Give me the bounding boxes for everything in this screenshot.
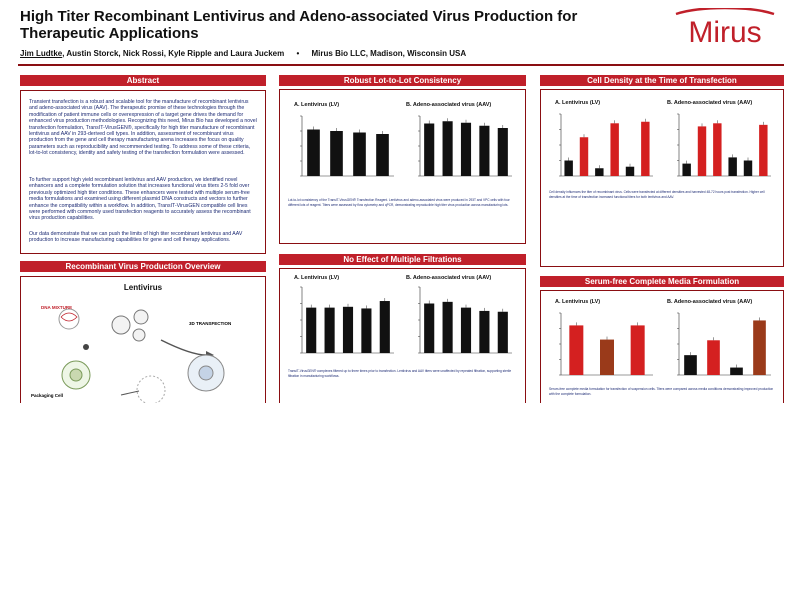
cell-density-panel bbox=[540, 89, 784, 267]
serum-chart-b-title: B. Adeno-associated virus (AAV) bbox=[667, 299, 753, 305]
filt-caption: TransIT-VirusGEN® complexes filtered up to three times prior to transfection. Lentivirus and AAV titers were unaffected by repeated filtration, supporting sterile filtration in manufacturing workflows. bbox=[288, 369, 512, 378]
author-line bbox=[20, 49, 466, 58]
co-authors: , Austin Storck, Nick Rossi, Kyle Ripple and Laura Juckem bbox=[62, 49, 285, 58]
bar bbox=[580, 137, 588, 176]
filt-aav-chart bbox=[404, 283, 516, 363]
bar bbox=[325, 308, 335, 353]
bar bbox=[641, 122, 649, 176]
serum-chart-a-title: A. Lentivirus (LV) bbox=[555, 299, 601, 305]
lot-lv-chart bbox=[286, 112, 398, 186]
bar bbox=[461, 308, 471, 353]
abstract-paragraph-3: Our data demonstrate that we can push the limits of high titer recombinant lentivirus and AAV production to increase manufacturing capabilities for gene and cell therapy applications. bbox=[29, 231, 243, 244]
dens-lv-chart bbox=[545, 110, 657, 186]
dens-chart-b-title: B. Adeno-associated virus (AAV) bbox=[667, 100, 753, 106]
bar bbox=[307, 130, 320, 177]
lot-aav-chart bbox=[404, 112, 516, 186]
bar bbox=[443, 121, 453, 176]
affiliation: Mirus Bio LLC, Madison, Wisconsin USA bbox=[311, 49, 467, 58]
bar bbox=[631, 325, 645, 375]
separator-bullet: • bbox=[296, 49, 300, 58]
packaging-cell-label: Packaging Cell bbox=[31, 393, 64, 398]
bar bbox=[753, 320, 766, 375]
abstract-header: Abstract bbox=[20, 75, 266, 86]
bar bbox=[564, 161, 572, 177]
bar bbox=[713, 123, 721, 176]
bar bbox=[306, 308, 316, 353]
bar bbox=[610, 123, 618, 176]
chart-axis bbox=[561, 114, 653, 176]
bar bbox=[569, 325, 583, 375]
serum-caption: Serum-free complete media formulation for transfection of suspension cells. Titers were compared across media conditions demonstrating improved production with the complete formulation. bbox=[549, 387, 774, 396]
overview-heading: Lentivirus bbox=[123, 283, 163, 292]
bar bbox=[682, 164, 690, 176]
bar bbox=[461, 123, 471, 176]
bar bbox=[728, 157, 736, 176]
bar bbox=[479, 311, 489, 353]
chart-axis bbox=[679, 114, 771, 176]
bar bbox=[759, 125, 767, 176]
dens-aav-chart bbox=[663, 110, 775, 186]
bar bbox=[343, 307, 353, 353]
bar bbox=[600, 340, 614, 375]
abstract-paragraph-2: To further support high yield recombinant lentivirus and AAV production, we identified novel enhancers and a complete formulation solution that increases functional virus titers 2-5 fold over previously optimized high titer conditions. These enhancers were tested with multiple serum-free media formulations and examined using different plasmid DNA constructs and vectors to further enhance the compatibility within a workflow. In addition, TransIT-VirusGEN compatible cell lines were performed with commonly used transfection reagents to accurately assess the recombinant virus production capabilities. bbox=[29, 177, 251, 222]
lentivirus-diagram bbox=[21, 295, 265, 403]
bar bbox=[498, 312, 508, 353]
lot-consistency-header: Robust Lot-to-Lot Consistency bbox=[279, 75, 526, 86]
cell-density-header: Cell Density at the Time of Transfection bbox=[540, 75, 784, 86]
bar bbox=[595, 168, 603, 176]
bar bbox=[707, 340, 720, 375]
bar bbox=[626, 167, 634, 176]
filt-chart-b-title: B. Adeno-associated virus (AAV) bbox=[406, 275, 492, 281]
serum-lv-chart bbox=[545, 309, 657, 385]
bar bbox=[353, 133, 366, 177]
overview-panel bbox=[20, 276, 266, 403]
header-rule bbox=[18, 64, 784, 66]
poster-title: High Titer Recombinant Lentivirus and Adeno-associated Virus Production for Therapeutic Applications bbox=[20, 8, 578, 42]
bar bbox=[730, 368, 743, 375]
dna-mixture-label: DNA MIXTURE bbox=[41, 305, 73, 310]
lot-caption: Lot-to-lot consistency of the TransIT-VirusGEN® Transfection Reagent. Lentivirus and adeno-associated virus were produced in 293T and VPC cells with four different lots of reagent. Titers were assessed by flow cytometry and qPCR, demonstrating reproducible high titer virus production across manufacturing lots. bbox=[288, 198, 510, 207]
transfection-label: 3D TRANSFECTION bbox=[189, 321, 232, 326]
serum-aav-chart bbox=[663, 309, 775, 385]
svg-text:Mirus: Mirus bbox=[688, 16, 762, 48]
mirus-logo bbox=[670, 8, 780, 48]
bar bbox=[698, 126, 706, 176]
filtration-header: No Effect of Multiple Filtrations bbox=[279, 254, 526, 265]
bar bbox=[330, 131, 343, 176]
lot-chart-a-title: A. Lentivirus (LV) bbox=[294, 102, 340, 108]
bar bbox=[361, 308, 371, 353]
bar bbox=[443, 302, 453, 353]
lot-consistency-panel bbox=[279, 89, 526, 244]
bar bbox=[684, 355, 697, 375]
bar bbox=[424, 304, 434, 354]
filt-chart-a-title: A. Lentivirus (LV) bbox=[294, 275, 340, 281]
bar bbox=[479, 126, 489, 176]
lead-author: Jim Ludtke bbox=[20, 49, 63, 58]
bar bbox=[498, 128, 508, 176]
bar bbox=[376, 134, 389, 176]
bar bbox=[380, 301, 390, 353]
filtration-panel bbox=[279, 268, 526, 403]
filt-lv-chart bbox=[286, 283, 398, 363]
overview-header: Recombinant Virus Production Overview bbox=[20, 261, 266, 272]
serum-free-panel bbox=[540, 290, 784, 403]
dens-caption: Cell density influences the titer of recombinant virus. Cells were transfected at different densities and harvested 48-72 hours post transfection. Higher cell densities at the time of transfection increased functional titers for both lentivirus and AAV. bbox=[549, 190, 765, 199]
abstract-paragraph-1: Transient transfection is a robust and scalable tool for the manufacture of recombinant lentivirus and adeno-associated virus (AAV). The therapeutic promise of these technologies through the modification of patient immune cells or overexpression of a target gene drives the demand for enhanced virus production methodologies. Recognizing this need, Mirus Bio has developed a novel transfection formulation, TransIT-VirusGEN®, specifically for high titer manufacture of recombinant lentivirus and AAV in 293-derived cell types. In addition, assessment of recombinant virus production from the gene and cell therapy manufacturing arena increases the focus on quality parameters such as reproducibility and recommended testing. To address some of these criteria, lot-to-lot consistency, identity and safety testing of the transfection formulation were assessed. bbox=[29, 99, 257, 157]
bar bbox=[744, 161, 752, 177]
dens-chart-a-title: A. Lentivirus (LV) bbox=[555, 100, 601, 106]
abstract-panel bbox=[20, 90, 266, 254]
lot-chart-b-title: B. Adeno-associated virus (AAV) bbox=[406, 102, 492, 108]
bar bbox=[424, 124, 434, 177]
serum-free-header: Serum-free Complete Media Formulation bbox=[540, 276, 784, 287]
